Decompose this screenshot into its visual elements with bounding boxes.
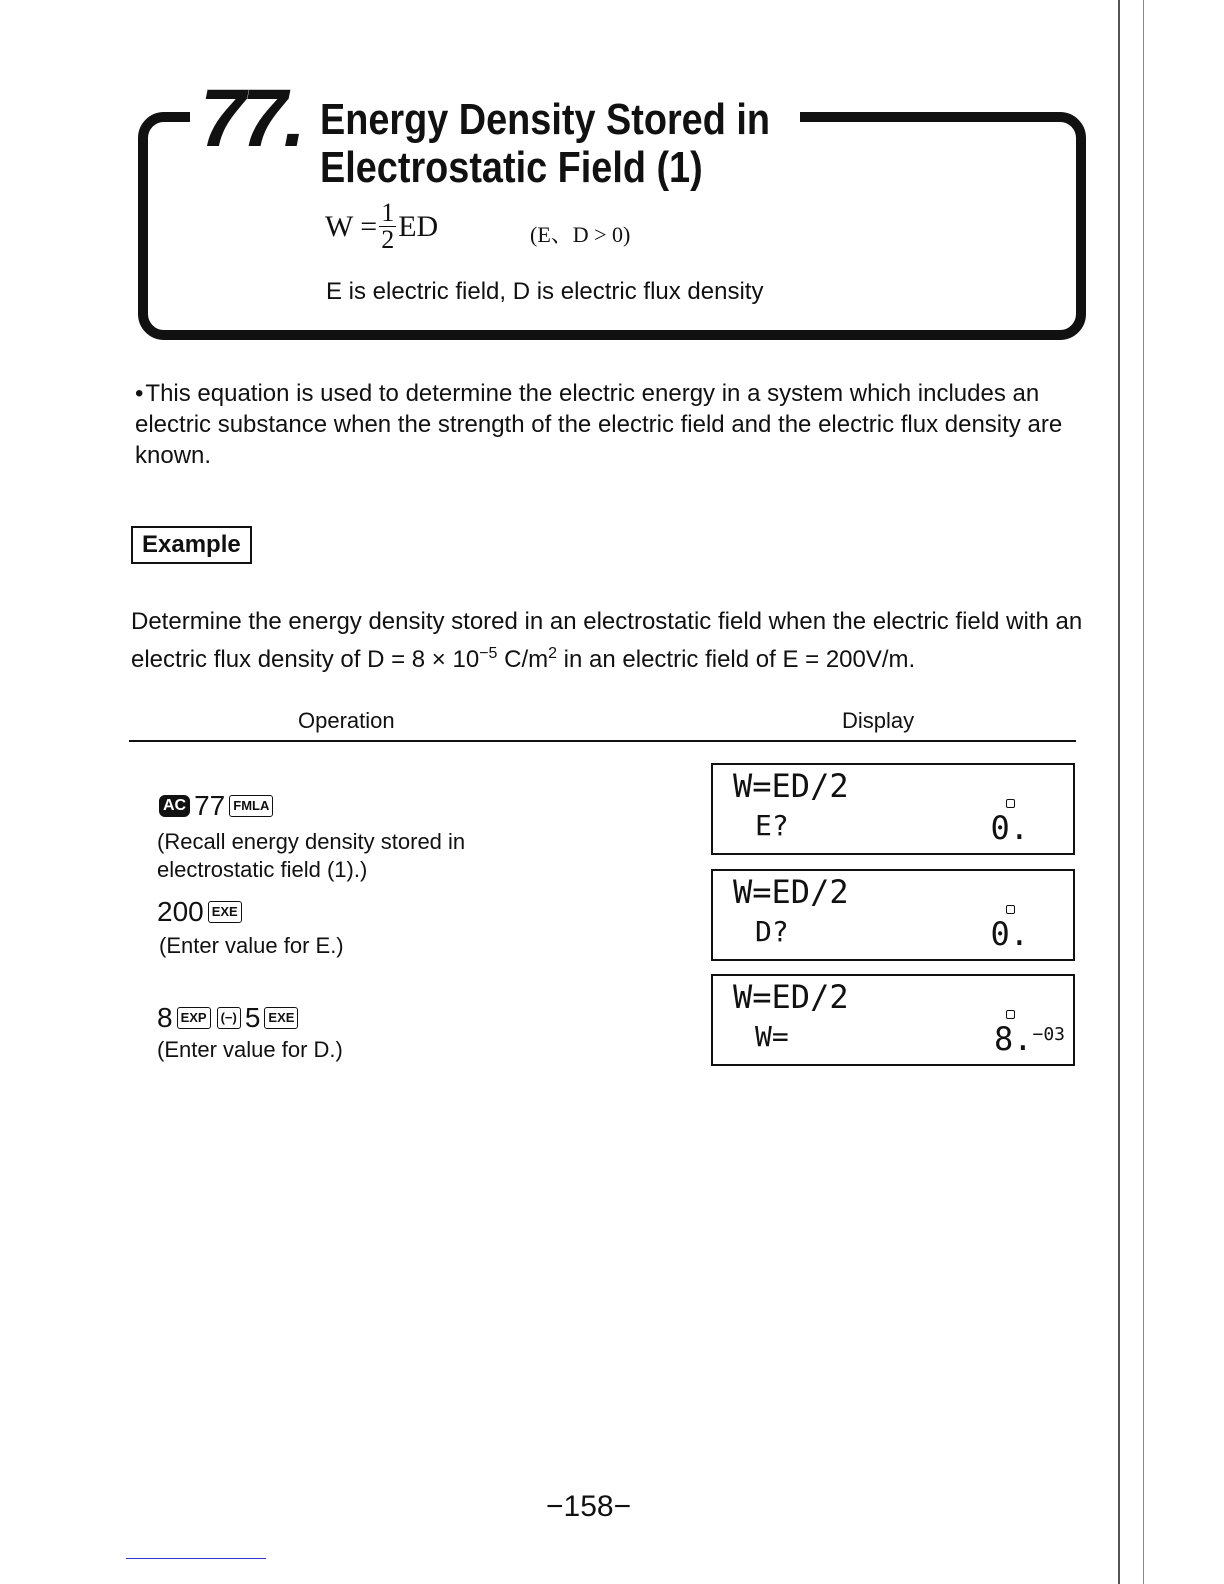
page-edge-line-outer [1143, 0, 1144, 1584]
lcd-top-line: W=ED/2 [733, 978, 849, 1016]
formula-fraction [379, 200, 396, 253]
lcd-value: 8.$^{-03}$ [993, 1020, 1065, 1058]
lcd-top-line: W=ED/2 [733, 873, 849, 911]
footer-rule [126, 1558, 266, 1559]
intro-paragraph [135, 378, 1095, 471]
example-label: Example [131, 526, 252, 564]
problem-text-2: C/m [497, 646, 549, 673]
ac-key-icon: AC [159, 795, 190, 817]
key-digits: 8 [157, 1002, 173, 1033]
page-edge-line [1118, 0, 1120, 1584]
lcd-prompt: E? [755, 809, 789, 842]
lcd-display-3 [711, 974, 1075, 1066]
problem-squared: 2 [548, 645, 558, 662]
column-header-operation: Operation [298, 708, 395, 733]
lcd-display-2 [711, 869, 1075, 961]
key-digits: 77 [194, 790, 226, 821]
intro-text: This equation is used to determine the electric energy in a system which includes an electric substance when the strength of the electric field and the electric flux density are known. [135, 380, 1063, 469]
section-title-line1: Energy Density Stored in [320, 95, 770, 144]
section-title-line2: Electrostatic Field (1) [320, 143, 703, 192]
bullet-icon: • [135, 380, 144, 407]
lcd-value: 0. [990, 915, 1029, 953]
exp-key-icon: EXP [177, 1007, 211, 1029]
step-1-keys [157, 790, 275, 822]
column-header-display: Display [842, 708, 915, 733]
step-2-note: (Enter value for E.) [159, 933, 344, 958]
step-2-keys [157, 896, 244, 928]
step-1-note: (Recall energy density stored in electrostatic field (1).) [157, 829, 466, 882]
key-digits: 200 [157, 896, 204, 927]
lcd-indicator-icon [1006, 1010, 1015, 1019]
formula-lhs: W = [325, 209, 378, 243]
problem-text-3: in an electric field of E = 200V/m. [557, 646, 916, 673]
lcd-value: 0. [990, 809, 1029, 847]
formula-rhs: ED [398, 209, 439, 243]
step-3-keys [157, 1002, 300, 1034]
example-problem [131, 606, 1091, 676]
step-3-note: (Enter value for D.) [157, 1037, 343, 1062]
lcd-display-1 [711, 763, 1075, 855]
formula-numerator: 1 [381, 198, 395, 227]
key-digits: 5 [244, 1002, 261, 1033]
problem-text-1: Determine the energy density stored in an electrostatic field when the electric field with an electric flux density of D = 8 × 10 [131, 608, 1083, 673]
lcd-indicator-icon [1006, 799, 1015, 808]
formula-description: E is electric field, D is electric flux density [326, 278, 764, 305]
fmla-key-icon: FMLA [229, 795, 273, 817]
lcd-top-line: W=ED/2 [733, 767, 849, 805]
exe-key-icon: EXE [208, 901, 242, 923]
lcd-indicator-icon [1006, 905, 1015, 914]
section-number: 77. [200, 73, 302, 164]
lcd-prompt: D? [755, 915, 789, 948]
lcd-prompt: W= [755, 1020, 789, 1053]
formula-denominator: 2 [381, 225, 395, 254]
table-header-rule [129, 740, 1076, 742]
formula [325, 200, 438, 253]
section-title [320, 96, 770, 192]
page-number: −158− [546, 1490, 632, 1523]
exe-key-icon: EXE [264, 1007, 298, 1029]
problem-exponent: −5 [479, 645, 498, 662]
negative-key-icon: (−) [217, 1007, 241, 1029]
formula-condition: (E、D > 0) [530, 222, 631, 247]
